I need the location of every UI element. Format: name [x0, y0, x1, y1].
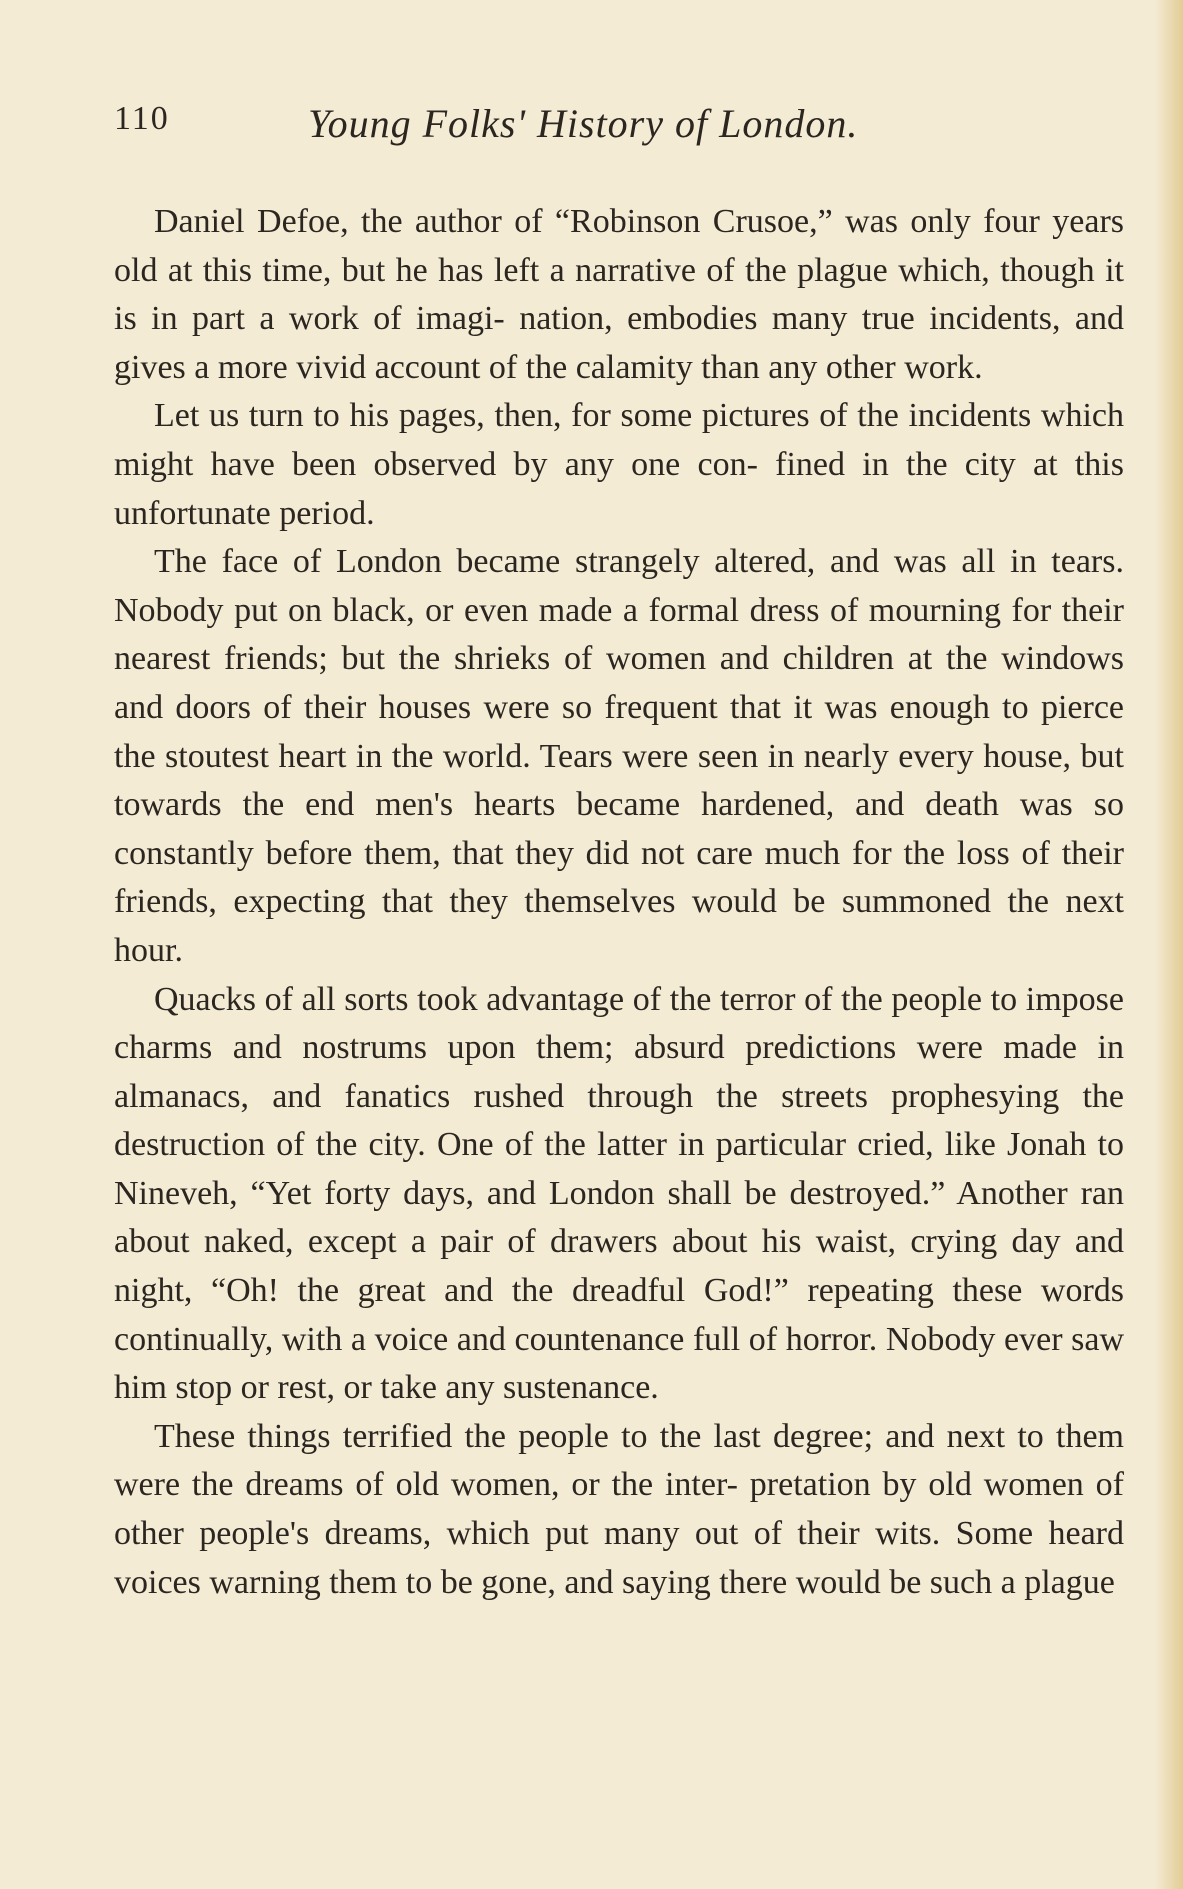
body-text — [114, 198, 1124, 1607]
page-edge-shadow — [1155, 0, 1183, 1889]
paragraph: These things terrified the people to the last degree; and next to them were the dreams of old women, or the inter- pretation by old women of other people's dreams, which put many out of their wits. Some heard voices warning them to be gone, and saying there would be such a plague — [114, 1417, 1124, 1601]
paragraph: Daniel Defoe, the author of “Robinson Crusoe,” was only four years old at this time, but he has left a narrative of the plague which, though it is in part a work of imagi- nation, embodies many true incidents, and gives a more vivid account of the calamity than any other work. — [114, 203, 1124, 386]
page-header — [114, 100, 1114, 160]
paragraph: Let us turn to his pages, then, for some pictures of the incidents which might have been observed by any one con- fined in the city at this unfortunate period. — [114, 397, 1124, 532]
running-title: Young Folks' History of London. — [308, 101, 859, 146]
paragraph: The face of London became strangely altered, and was all in tears. Nobody put on black, or even made a formal dress of mourning for their nearest friends; but the shrieks of women and children at the windows and doors of their houses were so frequent that it was enough to pierce the stoutest heart in the world. Tears were seen in nearly every house, but towards the end men's hearts became hardened, and death was so constantly before them, that they did not care much for the loss of their friends, expecting that they themselves would be summoned the next hour. — [114, 543, 1124, 969]
page-number: 110 — [114, 100, 170, 137]
paragraph: Quacks of all sorts took advantage of the terror of the people to impose charms and nostrums upon them; absurd predictions were made in almanacs, and fanatics rushed through the streets prophesying the destruction of the city. One of the latter in particular cried, like Jonah to Nineveh, “Yet forty days, and London shall be destroyed.” Another ran about naked, except a pair of drawers about his waist, crying day and night, “Oh! the great and the dreadful God!” repeating these words continually, with a voice and countenance full of horror. Nobody ever saw him stop or rest, or take any sustenance. — [114, 980, 1124, 1407]
